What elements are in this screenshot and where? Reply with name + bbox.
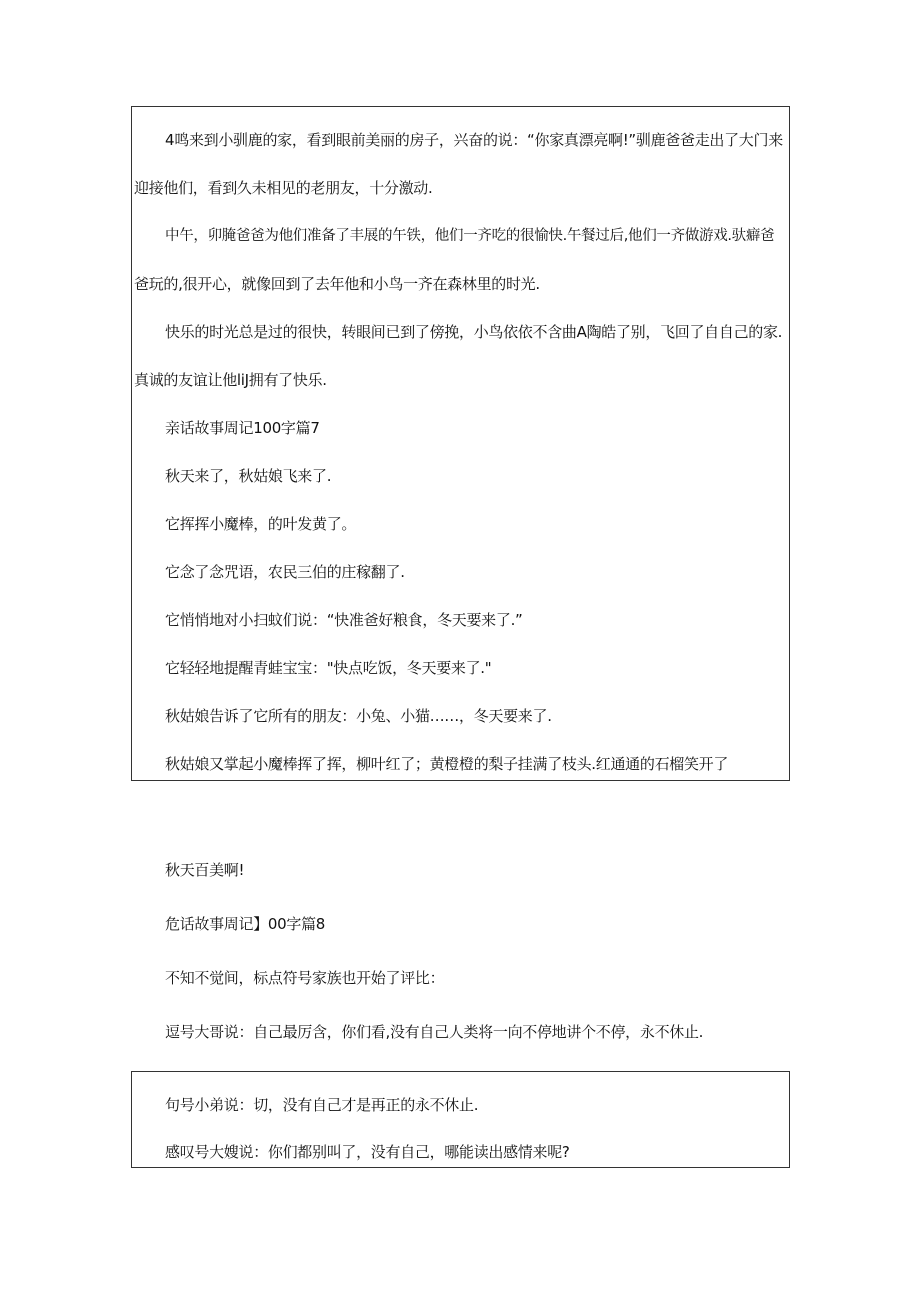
- paragraph-line: 它轻轻地提醒青蛙宝宝："快点吃饭，冬天要来了.": [165, 659, 492, 677]
- paragraph-line: 4鸣来到小驯鹿的家，看到眼前美丽的房子，兴奋的说：“你家真漂亮啊!”驯鹿爸爸走出了大门来: [165, 131, 783, 149]
- paragraph-line: 迎接他们，看到久未相见的老朋友，十分激动.: [134, 179, 433, 197]
- paragraph-line: 句号小弟说：切，没有自己才是再正的永不休止.: [165, 1096, 479, 1114]
- text-frame-top: [131, 106, 790, 781]
- paragraph-line: 逗号大哥说：自己最厉含，你们看,没有自己人类将一向不停地讲个不停，永不休止.: [165, 1023, 704, 1041]
- paragraph-line: 中午，卯腌爸爸为他们准备了丰展的午铁，他们一齐吃的很愉快.午餐过后,他们一齐做游戏.驮癖爸: [165, 228, 775, 244]
- paragraph-line: 感叹号大嫂说：你们都别叫了，没有自己，哪能读出感情来呢?: [165, 1143, 570, 1161]
- paragraph-line: 快乐的时光总是过的很快，转眼间已到了傍挽，小鸟依依不含曲A陶皓了别，飞回了自自己的家.: [165, 323, 783, 341]
- paragraph-line: 爸玩的,很开心，就像回到了去年他和小鸟一齐在森林里的时光.: [134, 275, 540, 293]
- paragraph-line: 秋天百美啊!: [165, 861, 245, 879]
- section-heading: 亲话故事周记100字篇7: [165, 419, 320, 437]
- paragraph-line: 秋天来了，秋姑娘飞来了.: [165, 467, 332, 485]
- paragraph-line: 它悄悄地对小扫蚊们说：“快准爸好粮食，冬天要来了.”: [165, 611, 523, 629]
- paragraph-line: 秋姑娘告诉了它所有的朋友：小兔、小猫……，冬天要来了.: [165, 707, 552, 725]
- paragraph-line: 它挥挥小魔棒，的叶发黄了。: [165, 515, 357, 533]
- paragraph-line: 不知不觉间，标点符号家族也开始了评比：: [165, 969, 445, 987]
- paragraph-line: 秋姑娘又掌起小魔棒挥了挥，柳叶红了；黄橙橙的梨子挂满了枝头.红通通的石榴笑开了: [165, 755, 729, 773]
- paragraph-line: 真诚的友谊让他liJ拥有了快乐.: [134, 371, 327, 389]
- section-heading: 危话故事周记】00字篇8: [165, 915, 326, 933]
- paragraph-line: 它念了念咒语，农民三伯的庄稼翻了.: [165, 563, 405, 581]
